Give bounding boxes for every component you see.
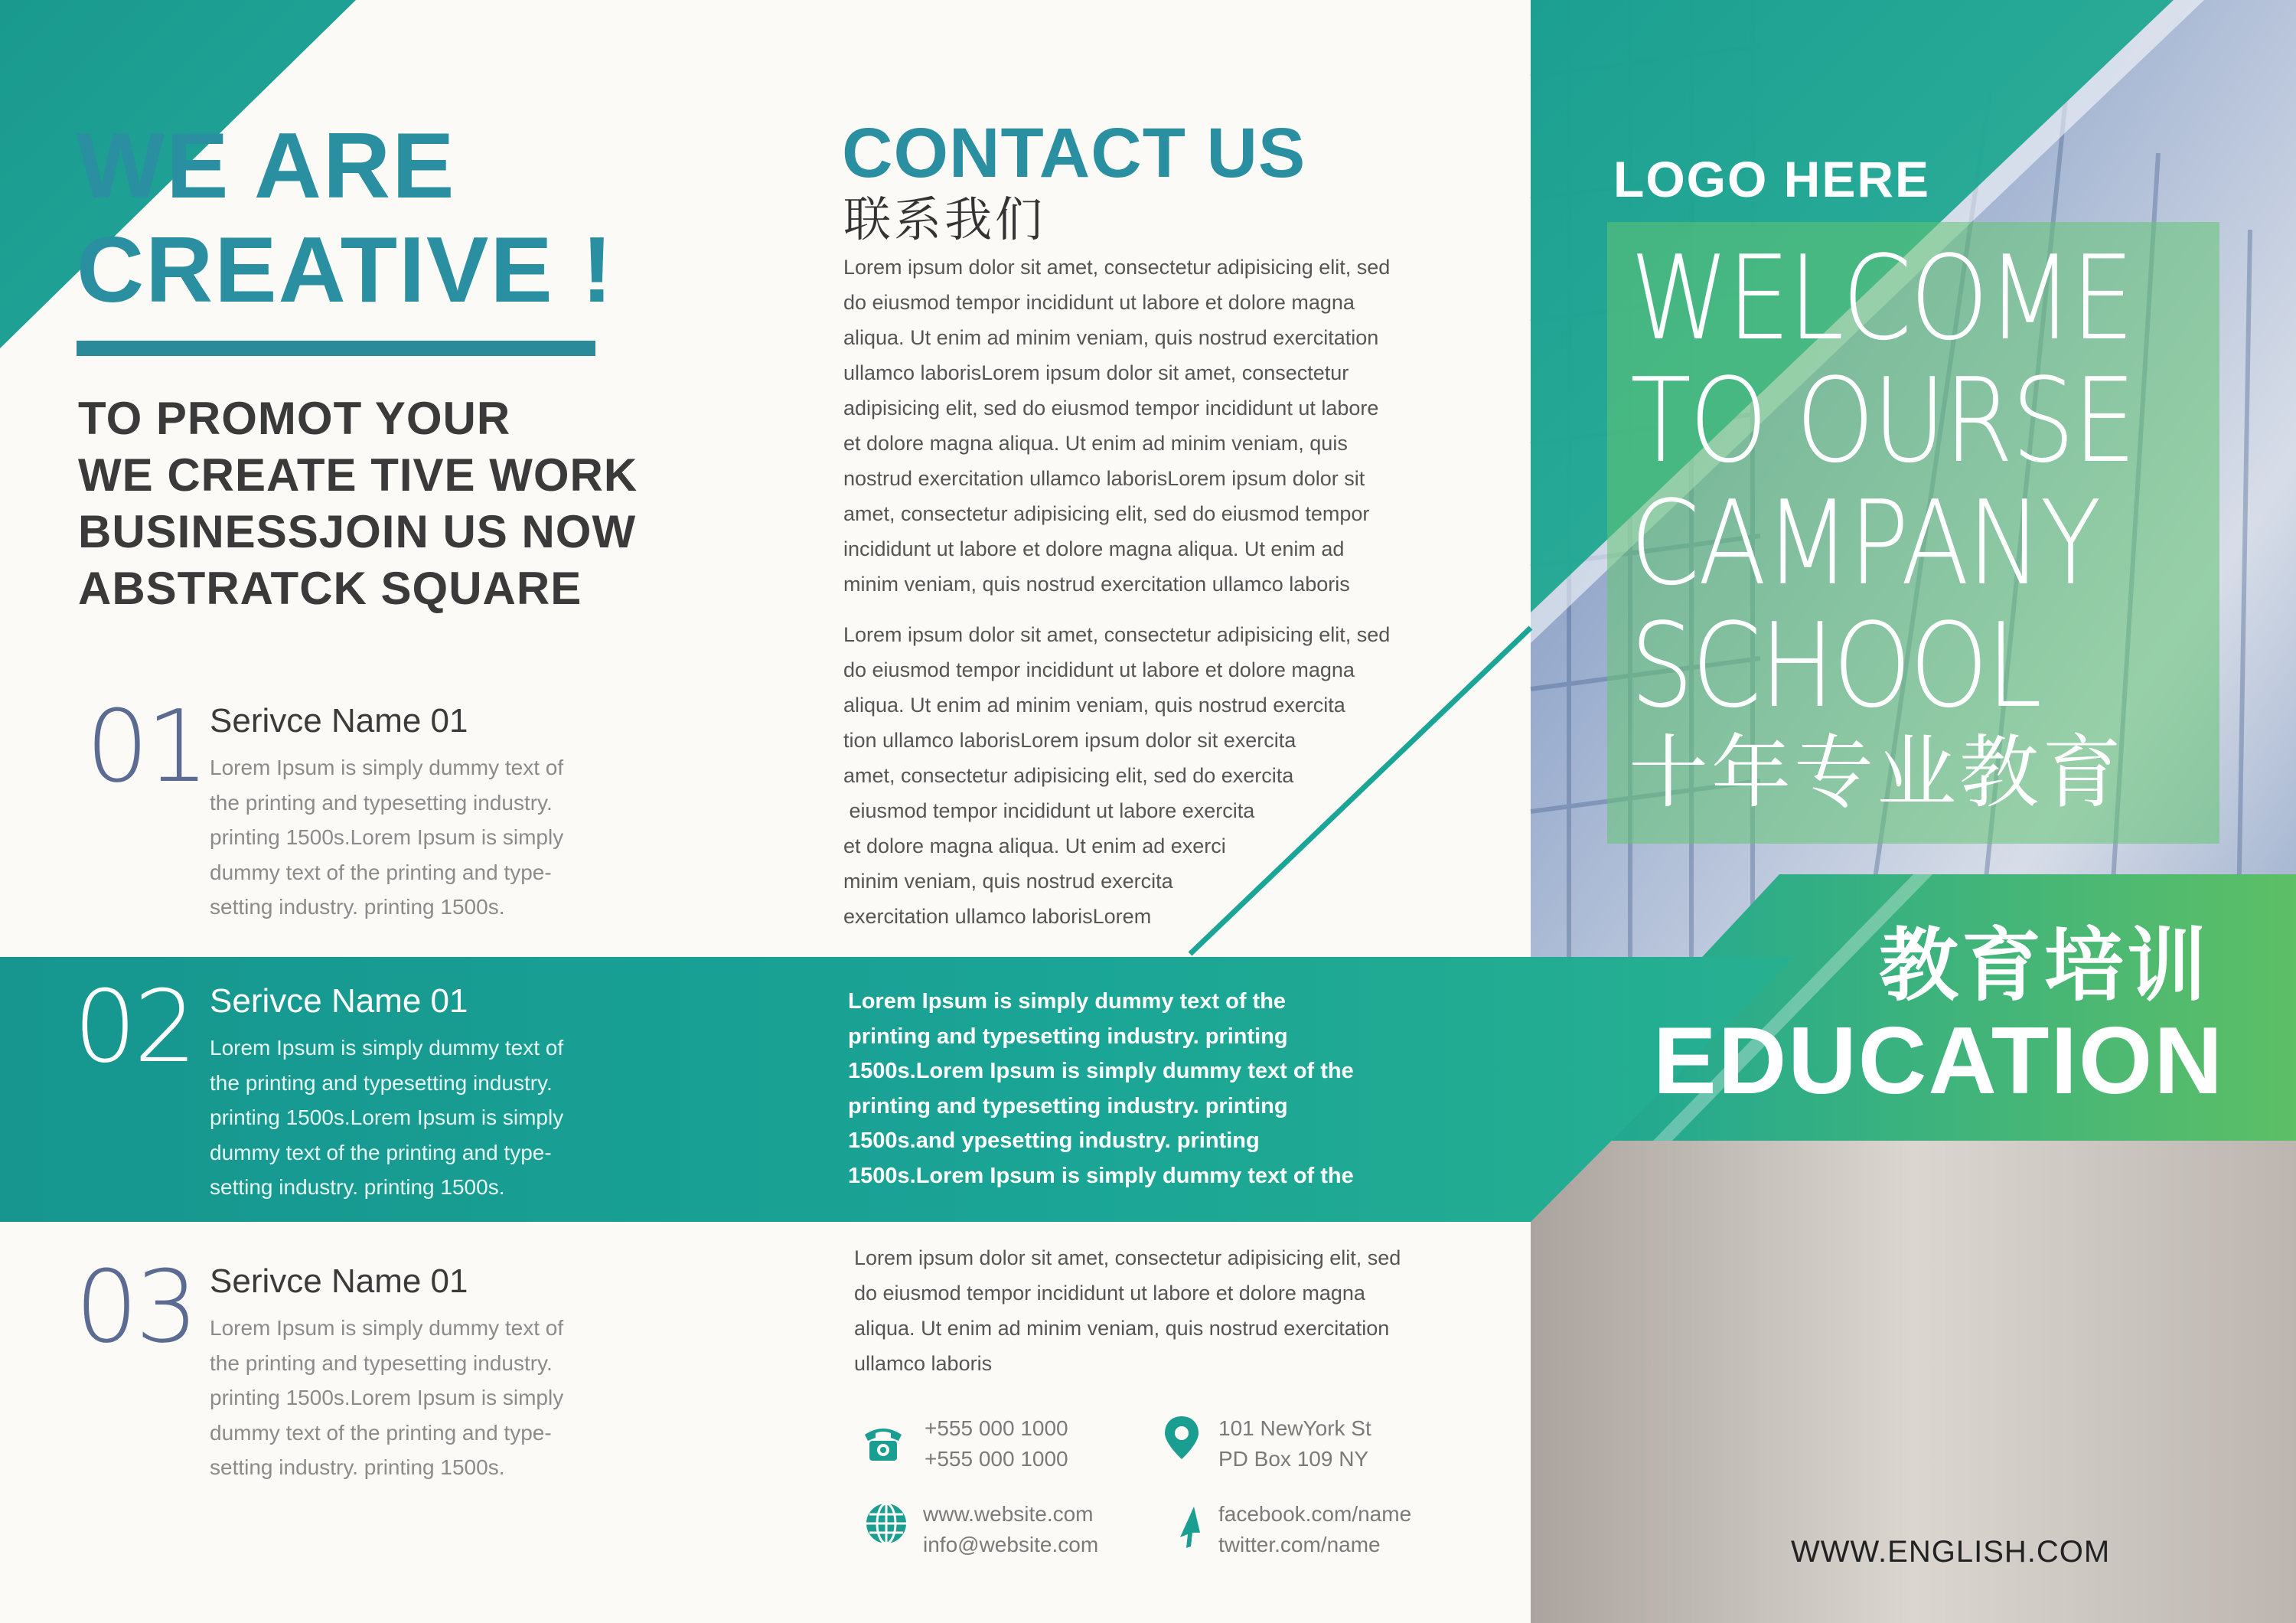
paragraph-line: incididunt ut labore et dolore magna aliqua. Ut enim ad (843, 537, 1345, 560)
promo-line: WE CREATE TIVE WORK (78, 449, 638, 501)
address-line: PD Box 109 NY (1218, 1447, 1369, 1471)
promo-line: BUSINESSJOIN US NOW (78, 506, 637, 557)
welcome-line: SCHOOL (1630, 598, 2040, 733)
service-number-01: 01 (86, 688, 207, 805)
service-number-03: 03 (75, 1249, 196, 1365)
paragraph-line: ullamco laboris (854, 1352, 993, 1375)
service-body-line: setting industry. printing 1500s. (210, 895, 505, 919)
headline-line-2: CREATIVE ! (77, 217, 615, 322)
service-body-01 (210, 750, 638, 925)
service-body-line: dummy text of the printing and type- (210, 1420, 552, 1445)
service-body-line: dummy text of the printing and type- (210, 860, 552, 884)
email-link[interactable]: info@website.com (923, 1533, 1099, 1556)
welcome-line: CAMPANY (1630, 475, 2099, 611)
website-url[interactable]: WWW.ENGLISH.COM (1791, 1535, 2111, 1569)
service-body-line: Lorem Ipsum is simply dummy text of (210, 1036, 564, 1060)
education-title-cn: 教育培训 (1879, 922, 2210, 1011)
service-number-02: 02 (73, 968, 194, 1085)
paragraph-line: do eiusmod tempor incididunt ut labore et dolore magna (854, 1282, 1365, 1305)
twitter-link[interactable]: twitter.com/name (1218, 1533, 1381, 1556)
paragraph-line: Lorem ipsum dolor sit amet, consectetur adipisicing elit, sed (843, 623, 1391, 646)
paragraph-line: nostrud exercitation ullamco laborisLorem ipsum dolor sit (843, 467, 1365, 490)
paragraph-line: et dolore magna aliqua. Ut enim ad minim veniam, quis (843, 432, 1348, 455)
paragraph-line: exercitation ullamco laborisLorem (843, 905, 1152, 928)
globe-icon (862, 1499, 911, 1548)
facebook-link[interactable]: facebook.com/name (1218, 1502, 1412, 1526)
paragraph-line: amet, consectetur adipisicing elit, sed do eiusmod tempor (843, 502, 1370, 525)
phone-icon (859, 1418, 908, 1467)
band-line: 1500s.Lorem Ipsum is simply dummy text of the (848, 1059, 1354, 1083)
cursor-arrow-icon (1163, 1502, 1212, 1551)
contact-title-cn: 联系我们 (843, 194, 1046, 247)
headline (77, 113, 658, 322)
service-body-line: printing 1500s.Lorem Ipsum is simply (210, 1386, 564, 1409)
service-body-02 (210, 1030, 638, 1205)
contact-paragraph-3 (854, 1240, 1401, 1381)
service-body-line: Lorem Ipsum is simply dummy text of (210, 756, 564, 779)
band-line: Lorem Ipsum is simply dummy text of the (848, 989, 1287, 1014)
service-title-02: Serivce Name 01 (210, 982, 468, 1020)
headline-line-1: WE ARE (77, 113, 456, 217)
service-title-01: Serivce Name 01 (210, 702, 468, 740)
address (1218, 1413, 1371, 1474)
paragraph-line: Lorem ipsum dolor sit amet, consectetur adipisicing elit, sed (854, 1246, 1401, 1269)
paragraph-line: ullamco laborisLorem ipsum dolor sit amet, consectetur (843, 361, 1349, 384)
phone-numbers (925, 1413, 1068, 1474)
paragraph-line: minim veniam, quis nostrud exercita (843, 870, 1173, 893)
service-body-line: setting industry. printing 1500s. (210, 1175, 505, 1199)
paragraph-line: tion ullamco laborisLorem ipsum dolor sit exercita (843, 729, 1296, 752)
service-body-line: the printing and typesetting industry. (210, 1350, 553, 1375)
address-line: 101 NewYork St (1218, 1416, 1371, 1440)
band-line: 1500s.Lorem Ipsum is simply dummy text of the (848, 1163, 1354, 1188)
phone-line: +555 000 1000 (925, 1447, 1068, 1471)
contact-paragraph-1 (843, 250, 1390, 602)
service-body-line: printing 1500s.Lorem Ipsum is simply (210, 1105, 564, 1129)
paragraph-line: do eiusmod tempor incididunt ut labore et dolore magna (843, 658, 1355, 681)
band-line: printing and typesetting industry. printing (848, 1024, 1288, 1049)
paragraph-line: do eiusmod tempor incididunt ut labore et dolore magna (843, 291, 1355, 314)
welcome-subtitle-cn: 十年专业教育 (1629, 729, 2125, 818)
paragraph-line: aliqua. Ut enim ad minim veniam, quis nostrud exercita (843, 694, 1345, 717)
service-body-line: the printing and typesetting industry. (210, 1070, 553, 1095)
service-body-line: dummy text of the printing and type- (210, 1140, 552, 1164)
service-body-line: Lorem Ipsum is simply dummy text of (210, 1316, 564, 1340)
education-title: EDUCATION (1653, 1008, 2224, 1114)
paragraph-line: minim veniam, quis nostrud exercitation ullamco laboris (843, 573, 1350, 596)
paragraph-line: et dolore magna aliqua. Ut enim ad exerci (843, 834, 1226, 857)
welcome-line: WELCOME (1630, 230, 2133, 366)
paragraph-line: amet, consectetur adipisicing elit, sed do exercita (843, 764, 1294, 787)
paragraph-line: eiusmod tempor incididunt ut labore exercita (843, 799, 1255, 822)
website-link[interactable]: www.website.com (923, 1502, 1094, 1526)
service-body-line: printing 1500s.Lorem Ipsum is simply (210, 825, 564, 849)
band-line: printing and typesetting industry. printing (848, 1093, 1288, 1118)
promo-text (78, 390, 752, 617)
contact-paragraph-2 (843, 617, 1390, 934)
welcome-line: TO OURSE (1630, 353, 2135, 488)
logo-placeholder: LOGO HERE (1613, 151, 1931, 207)
social-contacts (1218, 1499, 1411, 1560)
welcome-heading (1630, 230, 2144, 733)
paragraph-line: aliqua. Ut enim ad minim veniam, quis nostrud exercitation (854, 1317, 1390, 1340)
promo-line: TO PROMOT YOUR (78, 393, 511, 444)
paragraph-line: aliqua. Ut enim ad minim veniam, quis nostrud exercitation (843, 326, 1379, 349)
contact-title: CONTACT US (842, 114, 1306, 192)
web-contacts (923, 1499, 1098, 1560)
paragraph-line: adipisicing elit, sed do eiusmod tempor incididunt ut labore (843, 397, 1379, 420)
promo-line: ABSTRATCK SQUARE (78, 563, 582, 614)
band-line: 1500s.and ypesetting industry. printing (848, 1128, 1260, 1153)
location-pin-icon (1157, 1413, 1206, 1462)
paragraph-line: Lorem ipsum dolor sit amet, consectetur adipisicing elit, sed (843, 256, 1391, 279)
band-paragraph (848, 985, 1354, 1194)
service-title-03: Serivce Name 01 (210, 1262, 468, 1300)
phone-line: +555 000 1000 (925, 1416, 1068, 1440)
service-body-03 (210, 1311, 638, 1485)
service-body-line: setting industry. printing 1500s. (210, 1455, 505, 1479)
headline-underline (77, 341, 595, 356)
service-body-line: the printing and typesetting industry. (210, 790, 553, 815)
